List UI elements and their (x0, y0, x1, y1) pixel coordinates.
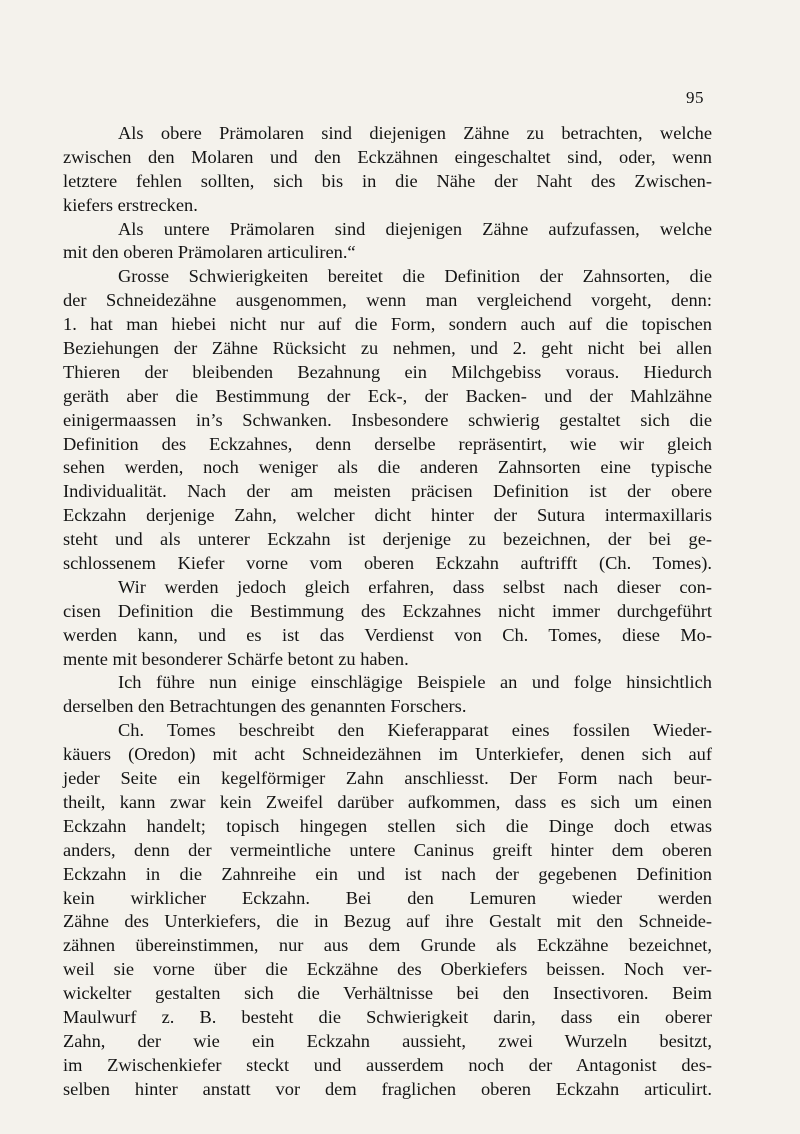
text-line: selben hinter anstatt vor dem fraglichen oberen Eckzahn articulirt. (63, 1078, 712, 1099)
text-line: Eckzahn in die Zahnreihe ein und ist nach der gegebenen Definition (63, 863, 712, 884)
text-line: schlossenem Kiefer vorne vom oberen Eckzahn auftrifft (Ch. Tomes). (63, 553, 712, 574)
text-line: Zahn, der wie ein Eckzahn aussieht, zwei Wurzeln besitzt, (63, 1030, 712, 1051)
text-line: Eckzahn handelt; topisch hingegen stellen sich die Dinge doch etwas (63, 815, 712, 836)
text-line: der Schneidezähne ausgenommen, wenn man vergleichend vorgeht, denn: (63, 290, 712, 311)
text-line: jeder Seite ein kegelförmiger Zahn anschliesst. Der Form nach beur- (63, 768, 712, 789)
text-line: derselben den Betrachtungen des genannten Forschers. (63, 696, 467, 717)
body-text (63, 122, 712, 1102)
text-line: Ch. Tomes beschreibt den Kieferapparat eines fossilen Wieder- (118, 720, 712, 741)
text-line: Definition des Eckzahnes, denn derselbe repräsentirt, wie wir gleich (63, 433, 712, 454)
text-line: wickelter gestalten sich die Verhältnisse bei den Insectivoren. Beim (63, 983, 712, 1004)
text-line: kiefers erstrecken. (63, 194, 198, 215)
text-line: anders, denn der vermeintliche untere Caninus greift hinter dem oberen (63, 839, 712, 860)
text-line: Ich führe nun einige einschlägige Beispiele an und folge hinsichtlich (118, 672, 712, 693)
text-line: zwischen den Molaren und den Eckzähnen eingeschaltet sind, oder, wenn (63, 146, 712, 167)
text-line: Maulwurf z. B. besteht die Schwierigkeit darin, dass ein oberer (63, 1006, 712, 1027)
text-line: letztere fehlen sollten, sich bis in die Nähe der Naht des Zwischen- (63, 170, 712, 191)
text-line: Thieren der bleibenden Bezahnung ein Milchgebiss voraus. Hiedurch (63, 361, 712, 382)
text-line: Als untere Prämolaren sind diejenigen Zähne aufzufassen, welche (118, 218, 712, 239)
text-line: käuers (Oredon) mit acht Schneidezähnen im Unterkiefer, denen sich auf (63, 744, 712, 765)
text-line: Individualität. Nach der am meisten präcisen Definition ist der obere (63, 481, 712, 502)
page-number: 95 (686, 88, 704, 107)
text-line: werden kann, und es ist das Verdienst von Ch. Tomes, diese Mo- (63, 624, 712, 645)
text-line: im Zwischenkiefer steckt und ausserdem noch der Antagonist des- (63, 1054, 712, 1075)
text-line: sehen werden, noch weniger als die anderen Zahnsorten eine typische (63, 457, 712, 478)
text-line: steht und als unterer Eckzahn ist derjenige zu bezeichnen, der bei ge- (63, 529, 712, 550)
text-line: geräth aber die Bestimmung der Eck-, der Backen- und der Mahlzähne (63, 385, 712, 406)
text-line: theilt, kann zwar kein Zweifel darüber aufkommen, dass es sich um einen (63, 791, 712, 812)
text-line: Als obere Prämolaren sind diejenigen Zähne zu betrachten, welche (118, 123, 712, 143)
text-line: Beziehungen der Zähne Rücksicht zu nehmen, und 2. geht nicht bei allen (63, 338, 712, 359)
text-line: Zähne des Unterkiefers, die in Bezug auf ihre Gestalt mit den Schneide- (63, 911, 712, 932)
text-line: Grosse Schwierigkeiten bereitet die Definition der Zahnsorten, die (118, 266, 712, 287)
text-line: weil sie vorne über die Eckzähne des Oberkiefers beissen. Noch ver- (63, 959, 712, 980)
text-line: zähnen übereinstimmen, nur aus dem Grunde als Eckzähne bezeichnet, (63, 935, 712, 956)
text-line: cisen Definition die Bestimmung des Eckzahnes nicht immer durchgeführt (63, 600, 712, 621)
text-line: mit den oberen Prämolaren articuliren.“ (63, 242, 356, 263)
text-line: einigermaassen in’s Schwanken. Insbesondere schwierig gestaltet sich die (63, 409, 712, 430)
text-line: 1. hat man hiebei nicht nur auf die Form, sondern auch auf die topischen (63, 314, 712, 335)
text-line: Wir werden jedoch gleich erfahren, dass selbst nach dieser con- (118, 576, 712, 597)
text-line: mente mit besonderer Schärfe betont zu haben. (63, 648, 409, 669)
text-line: Eckzahn derjenige Zahn, welcher dicht hinter der Sutura intermaxillaris (63, 505, 712, 526)
text-line: kein wirklicher Eckzahn. Bei den Lemuren wieder werden (63, 887, 712, 908)
